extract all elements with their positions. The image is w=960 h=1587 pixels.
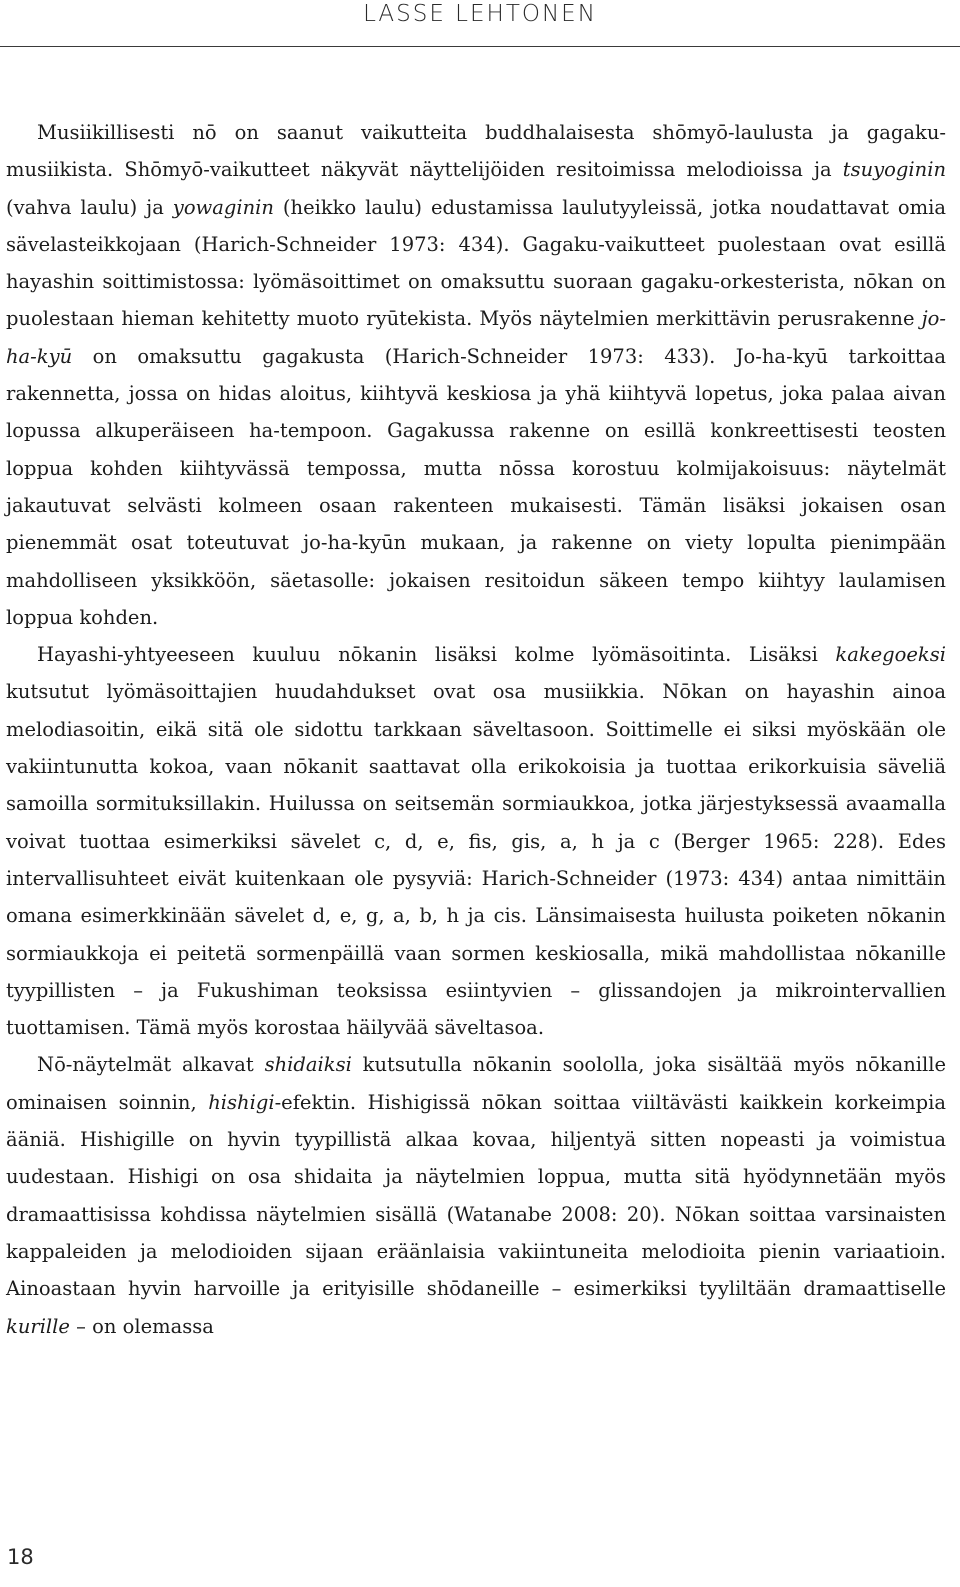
paragraph-2	[6, 636, 946, 1046]
italic-term: yowaginin	[172, 195, 274, 219]
text-run: Musiikillisesti nō on saanut vaikutteita buddhalaisesta shōmyō-laulusta ja gagaku-musiikista. Shōmyō-vaikutteet näkyvät näyttelijöiden resitoimissa melodioissa ja	[6, 121, 946, 182]
text-run: – on olemassa	[69, 1314, 214, 1338]
page-number: 18	[7, 1545, 34, 1569]
italic-term: hishigi	[208, 1090, 275, 1114]
italic-term: shidaiksi	[264, 1053, 352, 1077]
text-run: (heikko laulu) edustamissa laulutyyleissä, jotka noudattavat omia sävelasteikkojaan (Harich-Schneider 1973: 434). Gagaku-vaikutteet puolestaan ovat esillä hayashin soittimistossa: lyömäsoittimet on omaksuttu suoraan gagaku-orkesterista, nōkan on puolestaan hieman kehitetty muoto ryūtekista. Myös näytelmien merkittävin perusrakenne	[6, 195, 946, 331]
italic-term: kurille	[6, 1314, 70, 1338]
text-run: (vahva laulu) ja	[6, 195, 173, 219]
paragraph-1	[6, 114, 946, 636]
italic-term: kakegoeksi	[835, 643, 946, 667]
text-run: kutsutut lyömäsoittajien huudahdukset ovat osa musiikkia. Nōkan on hayashin ainoa melodiasoitin, eikä sitä ole sidottu tarkkaan säveltasoon. Soittimelle ei siksi myöskään ole vakiintunutta kokoa, vaan nōkanit saattavat olla erikokoisia ja tuottaa erikorkuisia säveliä samoilla sormituksillakin. Huilussa on seitsemän sormiaukkoa, jotka järjestyksessä avaamalla voivat tuottaa esimerkiksi sävelet c, d, e, fis, gis, a, h ja c (Berger 1965: 228). Edes intervallisuhteet eivät kuitenkaan ole pysyviä: Harich-Schneider (1973: 434) antaa nimittäin omana esimerkkinään sävelet d, e, g, a, b, h ja cis. Länsimaisesta huilusta poiketen nōkanin sormiaukkoja ei peitetä sormenpäillä vaan sormen keskiosalla, mikä mahdollistaa nōkanille tyypillisten – ja Fukushiman teoksissa esiintyvien – glissandojen ja mikrointervallien tuottamisen. Tämä myös korostaa häilyvää säveltasoa.	[6, 680, 946, 1040]
header-rule	[0, 46, 960, 47]
text-run: on omaksuttu gagakusta (Harich-Schneider 1973: 433). Jo-ha-kyū tarkoittaa rakennetta, jossa on hidas aloitus, kiihtyvä keskiosa ja yhä kiihtyvä lopetus, joka palaa aivan lopussa alkuperäiseen ha-tempoon. Gagakussa rakenne on esillä konkreettisesti teosten loppua kohden kiihtyvässä tempossa, mutta nōssa korostuu kolmijakoisuus: näytelmät jakautuvat selvästi kolmeen osaan rakenteen mukaisesti. Tämän lisäksi jokaisen osan pienemmät osat toteutuvat jo-ha-kyūn mukaan, ja rakenne on viety lopulta pienimpään mahdolliseen yksikköön, säetasolle: jokaisen resitoidun säkeen tempo kiihtyy laulamisen loppua kohden.	[6, 344, 946, 629]
italic-term: tsuyoginin	[842, 158, 946, 182]
text-run: kutsutulla nōkanin soololla, joka sisältää myös nōkanille ominaisen soinnin,	[6, 1053, 947, 1114]
text-run: Nō-näytelmät alkavat	[37, 1053, 265, 1077]
text-run: Hayashi-yhtyeeseen kuuluu nōkanin lisäksi kolme lyömäsoitinta. Lisäksi	[37, 643, 836, 667]
italic-term: jo-ha-kyū	[6, 307, 946, 368]
body-text	[6, 114, 946, 1345]
paragraph-3	[6, 1046, 946, 1344]
running-head: LASSE LEHTONEN	[363, 1, 597, 27]
text-run: -efektin. Hishigissä nōkan soittaa viiltävästi kaikkein korkeimpia ääniä. Hishigille on hyvin tyypillistä alkaa kovaa, hiljentyä sitten nopeasti ja voimistua uudestaan. Hishigi on osa shidaita ja näytelmien loppua, mutta sitä hyödynnetään myös dramaattisissa kohdissa näytelmien sisällä (Watanabe 2008: 20). Nōkan soittaa varsinaisten kappaleiden ja melodioiden sijaan eräänlaisia vakiintuneita melodioita pienin variaatioin. Ainoastaan hyvin harvoille ja erityisille shōdaneille – esimerkiksi tyyliltään dramaattiselle	[6, 1090, 946, 1301]
